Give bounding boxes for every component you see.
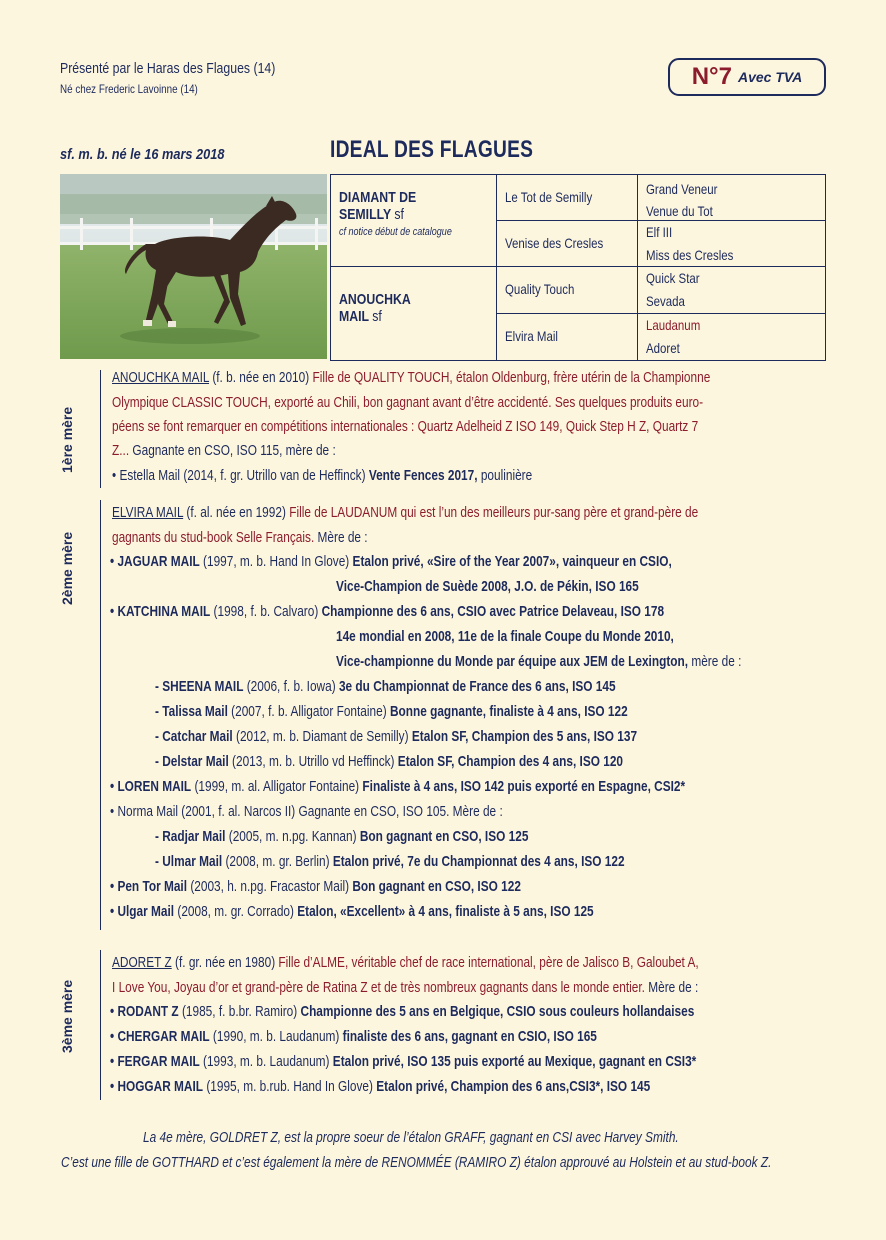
- sire-note: cf notice début de catalogue: [339, 226, 452, 238]
- m1-line-1: [112, 369, 710, 386]
- pedigree-table: [330, 174, 826, 361]
- section-line-3: [100, 950, 101, 1100]
- ggs-4: Miss des Cresles: [646, 247, 734, 263]
- grandsire-1: Le Tot de Semilly: [505, 189, 593, 205]
- katchina-results-3: Vice-championne du Monde par équipe aux JEM de Lexington,: [336, 653, 689, 670]
- dam-name-line2: MAIL: [339, 308, 369, 325]
- footer-line-2: C’est une fille de GOTTHARD et c’est également la mère de RENOMMÉE (RAMIRO Z) étalon approuvé au Holstein et au stud-book Z.: [61, 1155, 772, 1171]
- ggs-cell-1: [637, 174, 826, 221]
- m2-line-2a: gagnants du stud-book Selle Français.: [112, 529, 315, 546]
- pentor-info: (2003, h. n.pg. Fracastor Mail): [187, 878, 353, 895]
- m1-line-2: Olympique CLASSIC TOUCH, exporté au Chili, bon gagnant avant d’être accidenté. Ses quelques produits euro-: [112, 394, 704, 411]
- m2-talissa: [155, 703, 628, 720]
- m1-line-4a: Z...: [112, 442, 130, 459]
- m2-line-2b: Mère de :: [314, 529, 368, 546]
- ulmar-name: - Ulmar Mail: [155, 853, 223, 870]
- m1-product-1-sale: Vente Fences 2017,: [368, 467, 478, 484]
- ggs-7: Laudanum: [646, 317, 701, 333]
- horse-description: sf. m. b. né le 16 mars 2018: [60, 146, 225, 163]
- m2-radjar: [155, 828, 528, 845]
- m1-line-4b: Gagnante en CSO, ISO 115, mère de :: [129, 442, 336, 459]
- fergar-results: Etalon privé, ISO 135 puis exporté au Mexique, gagnant en CSI3*: [332, 1053, 697, 1070]
- m1-line-5: [112, 467, 532, 484]
- sire-breed: sf: [394, 206, 404, 223]
- radjar-info: (2005, m. n.pg. Kannan): [225, 828, 360, 845]
- rodant-info: (1985, f. b.br. Ramiro): [178, 1003, 301, 1020]
- m3-line-2b: Mère de :: [644, 979, 699, 996]
- m3-dam-info: (f. gr. née en 1980): [171, 954, 279, 971]
- pentor-name: • Pen Tor Mail: [110, 878, 188, 895]
- talissa-name: - Talissa Mail: [155, 703, 228, 720]
- section-label-1st-dam: 1ère mère: [59, 406, 75, 473]
- ulgar-results: Etalon, «Excellent» à 4 ans, finaliste à 5 ans, ISO 125: [297, 903, 594, 920]
- pentor-results: Bon gagnant en CSO, ISO 122: [352, 878, 521, 895]
- m1-product-1-note: poulinière: [477, 467, 533, 484]
- hoggar-name: • HOGGAR MAIL: [110, 1078, 204, 1095]
- chergar-name: • CHERGAR MAIL: [110, 1028, 210, 1045]
- rodant-name: • RODANT Z: [110, 1003, 179, 1020]
- lot-tax: Avec TVA: [737, 69, 803, 85]
- chergar-info: (1990, m. b. Laudanum): [209, 1028, 343, 1045]
- fergar-name: • FERGAR MAIL: [110, 1053, 200, 1070]
- m2-catchar: [155, 728, 637, 745]
- ulmar-results: Etalon privé, 7e du Championnat des 4 ans, ISO 122: [332, 853, 625, 870]
- m1-line-4: [112, 442, 336, 459]
- grandsire-cell-2: [496, 220, 638, 267]
- chergar-results: finaliste des 6 ans, gagnant en CSIO, ISO 165: [342, 1028, 597, 1045]
- m2-dam-name: ELVIRA MAIL: [112, 504, 184, 521]
- m2-dam-sire: Fille de LAUDANUM qui est l’un des meilleurs pur-sang père et grand-père de: [289, 504, 699, 521]
- m2-ulmar: [155, 853, 625, 870]
- delstar-name: - Delstar Mail: [155, 753, 229, 770]
- lot-badge: [668, 58, 826, 96]
- loren-info: (1999, m. al. Alligator Fontaine): [191, 778, 363, 795]
- section-line-2: [100, 500, 101, 930]
- ggs-8: Adoret: [646, 340, 680, 356]
- dam-name-line1: ANOUCHKA: [339, 291, 411, 308]
- sire-cell: [330, 174, 497, 267]
- m3-dam-sire: Fille d’ALME, véritable chef de race international, père de Jalisco B, Galoubet A,: [278, 954, 699, 971]
- rodant-results: Championne des 5 ans en Belgique, CSIO sous couleurs hollandaises: [300, 1003, 695, 1020]
- loren-name: • LOREN MAIL: [110, 778, 192, 795]
- m2-jaguar-2: Vice-Champion de Suède 2008, J.O. de Pékin, ISO 165: [336, 578, 639, 595]
- catchar-name: - Catchar Mail: [155, 728, 233, 745]
- m2-jaguar: [110, 553, 672, 570]
- katchina-mother-of: mère de :: [688, 653, 742, 670]
- foal-image: [60, 174, 327, 359]
- m2-dam-info: (f. al. née en 1992): [183, 504, 290, 521]
- lot-number: N°7: [691, 63, 732, 90]
- ggs-2: Venue du Tot: [646, 203, 713, 219]
- born-at-text: Né chez Frederic Lavoinne (14): [60, 82, 198, 96]
- grandsire-3: Quality Touch: [505, 281, 575, 297]
- m1-product-1: • Estella Mail (2014, f. gr. Utrillo van de Heffinck): [112, 467, 369, 484]
- sire-name-line2: SEMILLY: [339, 206, 391, 223]
- horse-photo: [60, 174, 327, 359]
- horse-name: IDEAL DES FLAGUES: [330, 136, 534, 163]
- hoggar-info: (1995, m. b.rub. Hand In Glove): [203, 1078, 377, 1095]
- catchar-results: Etalon SF, Champion des 5 ans, ISO 137: [411, 728, 638, 745]
- m3-chergar: [110, 1028, 597, 1045]
- m2-line-2: [112, 529, 368, 546]
- jaguar-name: • JAGUAR MAIL: [110, 553, 200, 570]
- ggs-5: Quick Star: [646, 270, 700, 286]
- sire-name-line1: DIAMANT DE: [339, 189, 417, 206]
- delstar-results: Etalon SF, Champion des 4 ans, ISO 120: [397, 753, 624, 770]
- ggs-1: Grand Veneur: [646, 181, 718, 197]
- grandsire-cell-4: [496, 313, 638, 361]
- ulmar-info: (2008, m. gr. Berlin): [222, 853, 333, 870]
- jaguar-results: Etalon privé, «Sire of the Year 2007», vainqueur en CSIO,: [352, 553, 672, 570]
- talissa-info: (2007, f. b. Alligator Fontaine): [227, 703, 390, 720]
- m2-norma: • Norma Mail (2001, f. al. Narcos II) Gagnante en CSO, ISO 105. Mère de :: [110, 803, 503, 820]
- sheena-name: - SHEENA MAIL: [155, 678, 244, 695]
- catchar-info: (2012, m. b. Diamant de Semilly): [232, 728, 412, 745]
- presenter-text: Présenté par le Haras des Flagues (14): [60, 60, 276, 77]
- section-label-2nd-dam: 2ème mère: [59, 531, 75, 605]
- katchina-name: • KATCHINA MAIL: [110, 603, 211, 620]
- ggs-cell-4: [637, 313, 826, 361]
- footer-line-1: La 4e mère, GOLDRET Z, est la propre soeur de l’étalon GRAFF, gagnant en CSI avec Harvey Smith.: [143, 1130, 679, 1146]
- sheena-results: 3e du Championnat de France des 6 ans, ISO 145: [338, 678, 616, 695]
- grandsire-2: Venise des Cresles: [505, 235, 604, 251]
- talissa-results: Bonne gagnante, finaliste à 4 ans, ISO 122: [389, 703, 628, 720]
- m3-line-1: [112, 954, 699, 971]
- m2-delstar: [155, 753, 623, 770]
- grandsire-cell-1: [496, 174, 638, 221]
- fergar-info: (1993, m. b. Laudanum): [199, 1053, 333, 1070]
- m1-line-3: péens se font remarquer en compétitions internationales : Quartz Adelheid Z ISO 149, Quick Step H Z, Quartz 7: [112, 418, 699, 435]
- ggs-3: Elf III: [646, 224, 673, 240]
- section-label-3rd-dam: 3ème mère: [59, 979, 75, 1053]
- ggs-cell-3: [637, 266, 826, 314]
- grandsire-cell-3: [496, 266, 638, 314]
- radjar-name: - Radjar Mail: [155, 828, 226, 845]
- ggs-6: Sevada: [646, 293, 685, 309]
- m3-fergar: [110, 1053, 696, 1070]
- m2-sheena: [155, 678, 616, 695]
- grandsire-4: Elvira Mail: [505, 328, 558, 344]
- m1-dam-name: ANOUCHKA MAIL: [112, 369, 210, 386]
- m3-line-2: [112, 979, 698, 996]
- dam-breed: sf: [372, 308, 382, 325]
- m2-ulgar: [110, 903, 594, 920]
- m2-katchina-3: [336, 653, 741, 670]
- ggs-cell-2: [637, 220, 826, 267]
- m3-hoggar: [110, 1078, 650, 1095]
- m3-dam-name: ADORET Z: [112, 954, 172, 971]
- m1-dam-info: (f. b. née en 2010): [209, 369, 313, 386]
- section-line-1: [100, 370, 101, 488]
- radjar-results: Bon gagnant en CSO, ISO 125: [359, 828, 529, 845]
- delstar-info: (2013, m. b. Utrillo vd Heffinck): [228, 753, 398, 770]
- katchina-info: (1998, f. b. Calvaro): [210, 603, 322, 620]
- hoggar-results: Etalon privé, Champion des 6 ans,CSI3*, ISO 145: [376, 1078, 651, 1095]
- m3-rodant: [110, 1003, 694, 1020]
- ulgar-name: • Ulgar Mail: [110, 903, 175, 920]
- loren-results: Finaliste à 4 ans, ISO 142 puis exporté en Espagne, CSI2*: [362, 778, 686, 795]
- dam-cell: [330, 266, 497, 361]
- m2-loren: [110, 778, 685, 795]
- m2-katchina: [110, 603, 664, 620]
- m2-line-1: [112, 504, 698, 521]
- m3-line-2a: I Love You, Joyau d’or et grand-père de Ratina Z et de très nombreux gagnants dans le monde entier.: [112, 979, 645, 996]
- katchina-results: Championne des 6 ans, CSIO avec Patrice Delaveau, ISO 178: [321, 603, 665, 620]
- m1-dam-sire: Fille de QUALITY TOUCH, étalon Oldenburg, frère utérin de la Championne: [312, 369, 711, 386]
- m2-pentor: [110, 878, 521, 895]
- ulgar-info: (2008, m. gr. Corrado): [174, 903, 298, 920]
- jaguar-info: (1997, m. b. Hand In Glove): [199, 553, 353, 570]
- sheena-info: (2006, f. b. Iowa): [243, 678, 339, 695]
- m2-katchina-2: 14e mondial en 2008, 11e de la finale Coupe du Monde 2010,: [336, 628, 674, 645]
